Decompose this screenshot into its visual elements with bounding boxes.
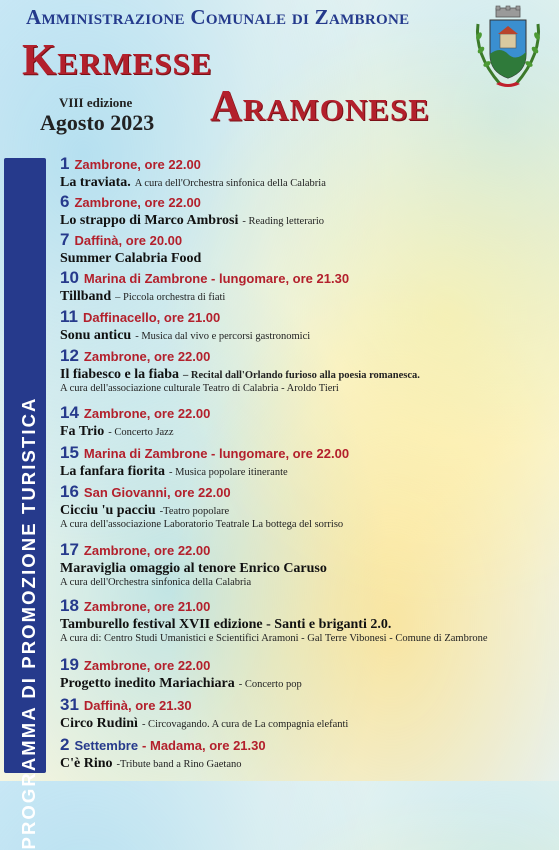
event-extra: A cura dell'associazione culturale Teatro di Calabria - Aroldo Tieri bbox=[60, 382, 339, 394]
date-label: Agosto 2023 bbox=[40, 110, 155, 135]
title-kermesse: Kermesse bbox=[22, 35, 213, 84]
event-place-time: Daffinà, ore 21.30 bbox=[83, 698, 192, 713]
event-item bbox=[60, 347, 420, 395]
event-desc: -Teatro popolare bbox=[159, 506, 230, 517]
event-extra: A cura dell'Orchestra sinfonica della Calabria bbox=[60, 576, 252, 588]
event-title: La traviata. bbox=[60, 175, 131, 190]
event-place-time: Zambrone, ore 22.00 bbox=[74, 157, 201, 172]
event-day: 6 bbox=[60, 192, 70, 211]
event-title: Sonu anticu bbox=[60, 328, 132, 343]
event-item bbox=[60, 155, 326, 191]
event-title: C'è Rino bbox=[60, 756, 113, 771]
event-title: Fa Trio bbox=[60, 424, 105, 439]
admin-heading: Amministrazione Comunale di Zambrone bbox=[26, 5, 410, 29]
event-item bbox=[60, 541, 327, 589]
event-place-time: - Madama, ore 21.30 bbox=[142, 738, 266, 753]
event-item bbox=[60, 269, 349, 305]
event-desc: - Circovagando. A cura de La compagnia elefanti bbox=[141, 719, 349, 730]
sidebar-label: PROGRAMMA DI PROMOZIONE TURISTICA bbox=[18, 396, 39, 850]
event-item bbox=[60, 231, 201, 267]
edition-label: VIII edizione bbox=[59, 95, 133, 110]
event-desc: – Recital dall'Orlando furioso alla poesia romanesca. bbox=[183, 370, 420, 381]
event-desc: - Concerto pop bbox=[238, 679, 302, 690]
event-extra: A cura di: Centro Studi Umanistici e Scientifici Aramoni - Gal Terre Vibonesi - Comune di Zambrone bbox=[60, 632, 488, 644]
event-desc: - Musica dal vivo e percorsi gastronomici bbox=[135, 331, 311, 342]
event-item bbox=[60, 736, 266, 772]
event-item bbox=[60, 193, 324, 229]
sidebar-banner bbox=[4, 158, 46, 850]
event-place-time: Zambrone, ore 22.00 bbox=[83, 349, 211, 364]
event-place-time: Daffinacello, ore 21.00 bbox=[82, 310, 221, 325]
event-place-time: San Giovanni, ore 22.00 bbox=[83, 485, 231, 500]
event-day: 10 bbox=[60, 268, 79, 287]
event-title: Cicciu 'u pacciu bbox=[60, 503, 156, 518]
event-desc: -Tribute band a Rino Gaetano bbox=[116, 759, 242, 770]
event-place-time: Zambrone, ore 21.00 bbox=[83, 599, 211, 614]
event-day: 7 bbox=[60, 230, 70, 249]
event-place-time: Zambrone, ore 22.00 bbox=[83, 543, 211, 558]
event-item bbox=[60, 597, 488, 645]
event-title: Tamburello festival XVII edizione - Santi e briganti 2.0. bbox=[60, 617, 392, 632]
event-day: 1 bbox=[60, 154, 70, 173]
title-aramonese: Aramonese bbox=[210, 81, 430, 130]
event-title: Summer Calabria Food bbox=[60, 251, 202, 266]
event-day: 16 bbox=[60, 482, 79, 501]
event-day: 15 bbox=[60, 443, 79, 462]
event-item bbox=[60, 656, 302, 692]
event-desc: - Reading letterario bbox=[242, 216, 325, 227]
event-day: 17 bbox=[60, 540, 79, 559]
event-day: 12 bbox=[60, 346, 79, 365]
event-desc: - Concerto Jazz bbox=[108, 427, 174, 438]
event-title: La fanfara fiorita bbox=[60, 464, 165, 479]
event-title: Progetto inedito Mariachiara bbox=[60, 676, 235, 691]
event-month: Settembre bbox=[74, 738, 139, 753]
event-title: Il fiabesco e la fiaba bbox=[60, 367, 179, 382]
coat-of-arms-icon bbox=[470, 4, 546, 92]
event-extra: A cura dell'associazione Laboratorio Teatrale La bottega del sorriso bbox=[60, 518, 344, 530]
event-item bbox=[60, 696, 348, 732]
event-title: Tillband bbox=[60, 289, 112, 304]
event-title: Circo Rudinì bbox=[60, 716, 138, 731]
event-item bbox=[60, 404, 210, 440]
event-place-time: Daffinà, ore 20.00 bbox=[74, 233, 183, 248]
event-day: 2 bbox=[60, 735, 70, 754]
event-title: Maraviglia omaggio al tenore Enrico Caruso bbox=[60, 561, 327, 576]
event-place-time: Marina di Zambrone - lungomare, ore 21.30 bbox=[83, 271, 350, 286]
event-day: 19 bbox=[60, 655, 79, 674]
event-place-time: Zambrone, ore 22.00 bbox=[74, 195, 201, 210]
event-title: Lo strappo di Marco Ambrosi bbox=[60, 213, 239, 228]
event-item bbox=[60, 483, 343, 531]
event-desc: A cura dell'Orchestra sinfonica della Calabria bbox=[134, 178, 326, 189]
event-desc: - Musica popolare itinerante bbox=[168, 467, 288, 478]
event-place-time: Marina di Zambrone - lungomare, ore 22.00 bbox=[83, 446, 350, 461]
event-day: 11 bbox=[60, 307, 78, 326]
event-day: 18 bbox=[60, 596, 79, 615]
event-item bbox=[60, 444, 349, 480]
event-item bbox=[60, 308, 310, 344]
event-place-time: Zambrone, ore 22.00 bbox=[83, 406, 211, 421]
event-place-time: Zambrone, ore 22.00 bbox=[83, 658, 211, 673]
event-desc: – Piccola orchestra di fiati bbox=[115, 292, 226, 303]
event-day: 31 bbox=[60, 695, 79, 714]
event-day: 14 bbox=[60, 403, 79, 422]
